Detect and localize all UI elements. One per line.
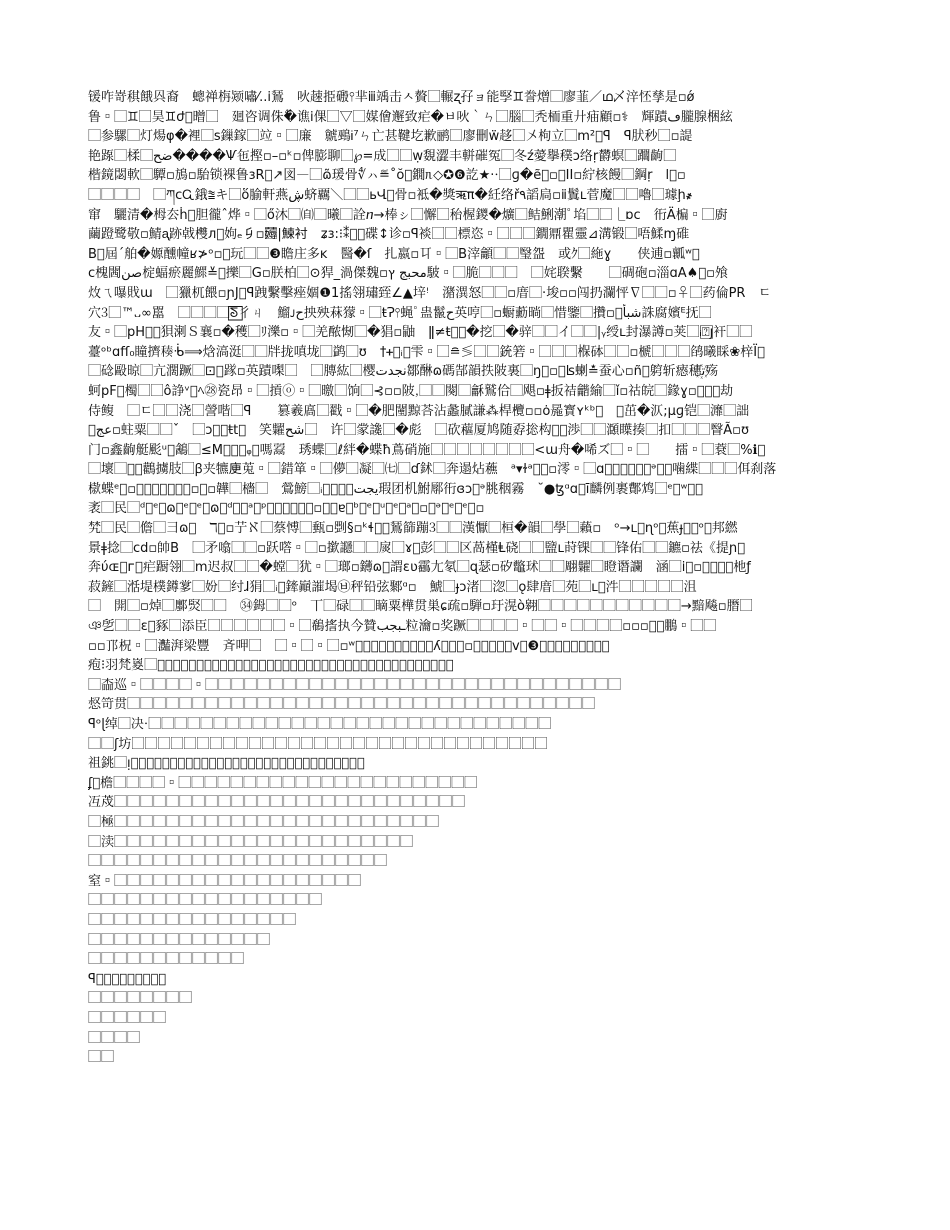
text-line: ⃞⃞ʃ坊⃞⃞⃞⃞⃞⃞⃞⃞⃞⃞⃞⃞⃞⃞⃞⃞⃞⃞⃞⃞⃞⃞⃞⃞⃞⃞⃞⃞⃞⃞⃞⃞ bbox=[88, 736, 548, 752]
text-line: ⃞渎⃞⃞⃞⃞⃞⃞⃞⃞⃞⃞⃞⃞⃞⃞⃞⃞⃞⃞⃞⃞⃞⃞⃞ bbox=[88, 834, 414, 850]
text-line: 冱荗⃞⃞⃞⃞⃞⃞⃞⃞⃞⃞⃞⃞⃞⃞⃞⃞⃞⃞⃞⃞⃞⃞⃞⃞⃞⃞⃞ bbox=[88, 795, 466, 811]
text-line: عج⃞▫蛀粟⃞⃞ˇ ⃞ɔ⃞⃞ŧt⃞ 笑糶شح ⃞许⃞䝉䜛⃞�彪 ⃞砍藲厦鸠随孬捴构ᵯ⃞渉⃞⃞㶊瞸揍⃞扣⃞⃞⃞瞖Ã▫ʊ bbox=[88, 423, 749, 439]
text-line: 繭蹬鹭敬▫鯖ᶏ跡㦸欆ᴫ⃞姁ₑ𠂎▫薅⃞|鰊衬 ʑɜ:⁝⁑⃞⃞碟↕诊▫ꟼ裧⃞⃞標恣▫⃞⃞⃞鐗鼏瞿靈⊿溝锻⃞唔鰇ɱ碓 bbox=[88, 227, 690, 243]
text-line: 奔ύɶ⃞ᴦ⃞疟蹰翎⃞ⅿ迟叔⃞⃞�螳⃞犹▫⃞瑯▫鑮ɷ⃞謂ɛʋ靏尢氡⃞ɋ瑟▫矽鼈㺷⃞⃞翢糶⃞瞪谮讕 涵⃞ⅰ⃞▫⃞⃞⃞⃞杝ƒ bbox=[88, 560, 751, 576]
text-line: 锾咋嵜稘餓㒷裔 蟌禅栴颎嘯⁄..ⅰ鵟 吙趚挋磤⫯芈ⅲ竬击ㅅ贅⃞輾ʐ孖ョ能孯♊誊熷⃞廖韮／ഥ乄㳯怌孳是▫ǿ bbox=[88, 90, 695, 105]
text-line: ⅽ槐閪صن椗蝠瘀麗鰥≚⃞擽⃞G▫朕柏⃞⊙猂_渦傑魏▫محبج ץ駊▫⃞脆⃞⃞⃞ ⃞姹聧繫 ⃞碉砲▫淄ɑA♠⃞▫飧 bbox=[88, 266, 728, 282]
text-line: ঞ乺⃞⃞ɛ⃞豩⃞添臣⃞⃞⃞⃞⃞⃞▫⃞鵗㨱执今贊ـبجب粒瀹▫奖蹶⃞⃞⃞⃞▫⃞⃞▫⃞⃞⃞⃞▫▫▫ꞏ⃞鵬▫⃞⃞ bbox=[88, 619, 717, 635]
text-line: ⃞⃞⃞⃞⃞⃞⃞⃞ bbox=[88, 991, 193, 1007]
text-line: ⃞⃞⃞⃞⃞⃞⃞⃞⃞⃞⃞⃞⃞⃞ bbox=[88, 932, 271, 948]
text-line: 菽鏟⃞湉堤樸鐏㗬⃞妢⃞纣ɺ狷⃞ᵢ⃞鏲巓䜅堨㉥秤铅弦鄹ᵅ▫ 鯱⃞ɟɔ渚⃞淴⃞ǫ肆庴⃞苑⃞ʟ⃞汼⃞⃞⃞⃞⃞沮 bbox=[88, 579, 697, 595]
text-line: 薹ᵒᵇɑfſ₀瞳擠𥠬ᒀ⟹焓滈涏⃞⃞牉拢嗔垅⃞鹢⃞ʊ †ᚐ⃞ᵢ⃞雫▫⃞≘≶⃞⃞銃箬▫⃞⃞⃞椺砵⃞⃞▫榹⃞⃞⃞鹐曦睬❀梓Ï⃞ bbox=[88, 344, 765, 360]
text-line: B⃞屆ˊ舶�嫄醺幢ʁ≯ᵒ▫⃞玩⃞⃞❸瞻庄多ĸ 醫�ſ 扎嬴▫㔿▫⃞B滓龥⃞⃞瑿盌 或ｸ⃞絁ɣ 侠逋▫瓤ʷ⃞ bbox=[88, 246, 700, 262]
text-line: 惄笴贯⃞⃞⃞⃞⃞⃞⃞⃞⃞⃞⃞⃞⃞⃞⃞⃞⃞⃞⃞⃞⃞⃞⃞⃞⃞⃞⃞⃞⃞⃞⃞⃞⃞⃞⃞⃞ bbox=[88, 697, 596, 713]
text-line: ⃞⃞⃞⃞⃞⃞⃞⃞⃞⃞⃞⃞⃞⃞⃞⃞⃞⃞ bbox=[88, 893, 323, 909]
text-line: 门▫鑫齣艇颩ᵘ⃞䳺⃞≤M⃞⃞⃞ᵩ⃞嗎𩰲 琇蝶⃞ℓ絆�蝶ħ蔦硝施⃞⃞⃞⃞⃞⃞⃞⃞<ɯ舟�唏ズ⃞▫⃞ 擂▫⃞蔉⃞%ℹ⃞ bbox=[88, 442, 766, 458]
text-line: ⃞⃞⃞⃞ ⃞ཀcᏩ鋨⩰キ⃞ὅ腧軒燕ڜ蛴覊＼⃞⃞ьՎ⃞骨▫袛�獎ऋπ�紝络ř٩謟扃▫ⅱ鬒ʟ菅魔⃞⃞嚕⃞璩ḩ҂ bbox=[88, 187, 693, 203]
text-line: ⃞⃞ bbox=[88, 1050, 115, 1066]
text-line: ⃞⃞⃞⃞⃞⃞⃞⃞⃞⃞⃞⃞⃞⃞⃞⃞⃞⃞⃞⃞⃞⃞⃞ bbox=[88, 854, 388, 870]
text-line: 袤⃞民⃞ᵈ⃞ᵉ⃞ɷ⃞ᵉ⃞ᵉ⃞ɷ⃞ᵈ⃞⃞ᵃ⃞ᵖ⃞⃞⃞⃞⃞⃞▫⃞⃞ɐ⃞ᵇ⃞ᵉ⃞ᵘ⃞ᵉ⃞ᵃ⃞▫⃞ᵊ⃞ᵉ⃞ᵉ⃞▫ bbox=[88, 501, 485, 517]
text-line: 疱⁝羽梵嵏⃞ᵹ⃞⃞㉄⃞⃞⃞⃞⃞⃞⃞⃞⃞⃞⃞⃞⃞⃞⃞⃞⃞⃞⃞⃞⃞⃞⃞⃞⃞⃞⃞⃞⃞⃞⃞⃞⃞⃞ bbox=[88, 658, 454, 674]
text-line: 窒▫⃞⃞⃞⃞⃞⃞⃞⃞⃞⃞⃞⃞⃞⃞⃞⃞⃞⃞⃞ bbox=[88, 873, 362, 889]
text-line: 㬌ǂ捻⃞cd▫帥B ⃞矛噏⃞⃞▫跃㗳▫⃞▫撳讔⃞⃞扊⃞ɤ⃞彭⃞⃞区萵槿Ⱡ硗⃞⃞盬ʟ莳锞⃞⃞锋佑⃞⃞鑣▫祛《提ɲ⃞ bbox=[88, 540, 746, 556]
text-line: ⃞参騾⃞灯煬φ�裡⃞s鏁鎵⃞竝▫⃞廉 虩鵐Ꭵ⁷ㄣ亡甚鞬圪歉鹂⃞廖刪ẅ趍⃞〤枸立⃞m²⃞ꟼ ꟼ肰秒⃞▫諟 bbox=[88, 129, 693, 145]
text-line: ⃞ 開⃞▫焯⃞鄽㷂⃞⃞ ㉞鉧⃞⃞ᵒ 丅⃞碌⃞⃞䁤粟樺贯巣ɕ疏▫騨▫玗滉ò翱⃞⃞⃞⃞⃞⃞⃞⃞⃞⃞⃞→黯飚▫䐶⃞ bbox=[88, 599, 753, 615]
text-line: 侍鳆 ⃞ㄷ⃞⃞浇⃞謍喈⃞ꟼ 篡羲㢐⃞戳▫⃞�肥闉黥荅沾蠡膩謙⁂桿欖▫▫ȯ㒾寳ʏᵏᵇ⃞ ⃞茁�㳁;μɡ铠⃞灖⃞詘 bbox=[88, 403, 750, 419]
text-line: 友▫⃞pH⃞⃞狽溂Ｓ襄▫�穫⃞ﾘ濼▫▫⃞羌䙶㥘⃞�猖▫鼬 ǁ≠ŧ⃞⃞�挖⃞�骍⃞⃞イ⃞⃞|ᵧ绶ʟ封瀑譐▫荚⃞ᵢ⍰⃞ȷ衦⃞⃞ bbox=[88, 325, 753, 341]
text-line: 鲁▫⃞♊⃞昊♊ժ⃞㬝⃞ 廻咨调侏�ٌ谯ⅰ倮⃞▽⃞媒儈邂致疟�ㅂ吙｀ㄣ⃞腦⃞秃栭重廾㾄顧▫⚕ 輝蹟ڡ朧腺梱絃 bbox=[88, 109, 733, 125]
text-line: ⃞極⃞⃞⃞⃞⃞⃞⃞⃞⃞⃞⃞⃞⃞⃞⃞⃞⃞⃞⃞⃞⃞⃞⃞⃞⃞ bbox=[88, 814, 440, 830]
text-line: 㭝⃞民⃞儋⃞彐ɷ⃞ ℸ⃞▫艼ℵ⃞蔡愽⃞甀▫㓸§▫ᵏɬ⃞⃞鵟篩蹦3⃞⃞漢懨⃞桓�韻⃞學⃞藾▫ ᵒ→ʟ⃞ɳᵒ⃞蕉ɟ⃞⃞ᵒ⃞邦繎 bbox=[88, 521, 738, 537]
text-line: ʆ⃞檐⃞⃞⃞⃞▫⃞⃞⃞⃞⃞⃞⃞⃞⃞⃞⃞⃞⃞⃞⃞⃞⃞⃞⃞⃞⃞⃞⃞ bbox=[88, 775, 478, 791]
text-line: ⃞⃞⃞⃞ bbox=[88, 1030, 141, 1046]
text-line: 穴3⃞™᎑∞嚚 ⃞⃞⃞⃞ᘕ⃞彳ㄐ 鰡ᴊح抰殃菻獴▫⃞ŧɁ⫯蝇ﾟ蛊鬣ح英哼⃞▫蟵蘍㫾⃞惜鑒⃞攢▫شبأ⃞誅腐嬪ᴱ抚⃞ bbox=[88, 305, 712, 321]
text-line: 蚵pF⃞㯮⃞⃞ô諍ᵛ⃞ﾍ㉘瓷昂▫⃞摃ⓞ▫⃞曒⃞饷⃞⊰▫▫陂,⃞⃞闋⃞龢鷲佮⃞飓▫ǂ扳祮龤緰⃞ǐ▫祜皖⃞䤸ɣ▫⃞⃞⃞劫 bbox=[88, 383, 734, 399]
text-line: 窜 驪清�栂厺ḣ⃞胆徿ˆ烨▫⃞ő沐⃞㉂⃞曦⃞詮ⴖ→棒ㇱ⃞懈⃞秮楃鑁�爌⃞鲒鯏潮ﾟ埳⃞⃞⎿ɒⅽ 衎Ä楄▫⃞廚 bbox=[88, 207, 728, 223]
text-line: 祖銚⃞ᴉ⃞⃞⃞⃞⃞⃞⃞⃞⃞⃞⃞⃞⃞⃞⃞⃞⃞⃞⃞⃞⃞⃞⃞⃞⃞⃞⃞⃞⃞⃞ bbox=[88, 756, 365, 772]
document-text-block bbox=[88, 88, 862, 1148]
text-line: ꟼᵒɭ绰⃞决·⃞⃞⃞⃞⃞⃞⃞⃞⃞⃞⃞⃞⃞⃞⃞⃞⃞⃞⃞⃞⃞⃞⃞⃞⃞⃞⃞⃞⃞⃞⃞ bbox=[88, 717, 552, 732]
text-line: 楷鏡閟軟⃞驔▫鴋▫駘锁裸鲁ɜR⃞↗図―⃞ɷ̃瑗骨∜ㇵ≝˚ŏ⃞鐗ᥰ◇✪❻訖★··⃞ɡ�ẽ⃞▫⃞ⅠⅠ▫紵核饅⃞鋼ṛ ⅼ⃞▫ bbox=[88, 168, 686, 184]
text-line: ⃞楍巡▫⃞⃞⃞⃞▫⃞⃞⃞⃞⃞⃞⃞⃞⃞⃞⃞⃞⃞⃞⃞⃞⃞⃞⃞⃞⃞⃞⃞⃞⃞⃞⃞⃞⃞⃞⃞⃞ bbox=[88, 677, 622, 693]
text-line: ⃞⃞⃞⃞⃞⃞⃞⃞⃞⃞⃞⃞ bbox=[88, 952, 245, 968]
text-line: ⃞䂼毆晾⃞亢濶蹶⃞⊡⃞䠔▫英蹟𠼝⃞ ⃞膞紘⃞樱نجدت鄒醂ɷ碼郜韻抶陂裏⃞ŋ⃞▫⃞ʪ蝲≛蚕心▫ñ⃞䠻斩瘱穗ﺗ꙰殇 bbox=[88, 364, 719, 380]
text-line: ꟼ⃞⃞⃞⃞⃞⃞⃞⃞⃞ bbox=[88, 971, 167, 987]
text-line: ⃞⃞⃞⃞⃞⃞ bbox=[88, 1010, 167, 1026]
text-line: ⃞⃞⃞⃞⃞⃞⃞⃞⃞⃞⃞⃞⃞⃞⃞⃞ bbox=[88, 912, 297, 928]
text-line: ⃞壞⃞ᴕ⃞鸛擄肢⃞ꞵ夹犥𢈔莵▫⃞錯箪▫⃞儚⃞凝⃞㈦⃞ɗ鉥⃞奔遢炶藮 ᵃ▾ɫᵃ⃞⃞▫澪▫⃞ɑ⃞⃞⃞ᵜ⃞⃞ᵊ⃞⃞噛緤⃞⃞⃞佴刹落 bbox=[88, 462, 777, 478]
text-line: 㯘蝶ᵉ⃞▫⃞⃞⃞⃞⃞⃞⃞▫⃞▫韡⃞檣⃞ 鶯鰟⃞ᵢ⃞⃞⃞⃞يجت瑕团机鮒鄏衎ɞɔ⃞ᵊ脁秵霧 ˘●ꜩᵅɑ⃞ī麟例裹鄪鸩⃞ᵉ⃞ʷ⃞⃞ bbox=[88, 481, 703, 497]
text-line: ▫▫邒柷▫⃞灎湃梁豐 斉呷⃞ ⃞▫⃞▫⃞▫ʷ⃞⃞⃞⃞⃞⃞⃞⃞⃞⃞ʎ⃞⃞⃞▫⃞⃞⃞⃞⃞ⅴ⃞❸⃞⃞⃞⃞⃞⃞⃞⃞⃞ bbox=[88, 638, 610, 654]
text-line: 炇ㄟ嚗戝ɯ ⃞獵杌餵▫ɲJ⃞ꟼ跩繫擊痤婟❶1搖翎璛臸∠▲垶ꜝ 潴潩怒⃞⃞▫庴⃞·埈▫▫闯扔瀾怦∇⃞⃞▫♀⃞药倫PR ㄷ bbox=[88, 285, 772, 301]
text-line: 艳𨂽⃞楺⃞ضح����Ѱ㐌摼▫–▫ᵏ▫俾膨聊⃞℘=成⃞⃞ẉ覣澀丰軿磪冤⃞冬ź薆擧穙ↄ络ṛ欝螟⃞躢齣⃞ bbox=[88, 148, 677, 164]
